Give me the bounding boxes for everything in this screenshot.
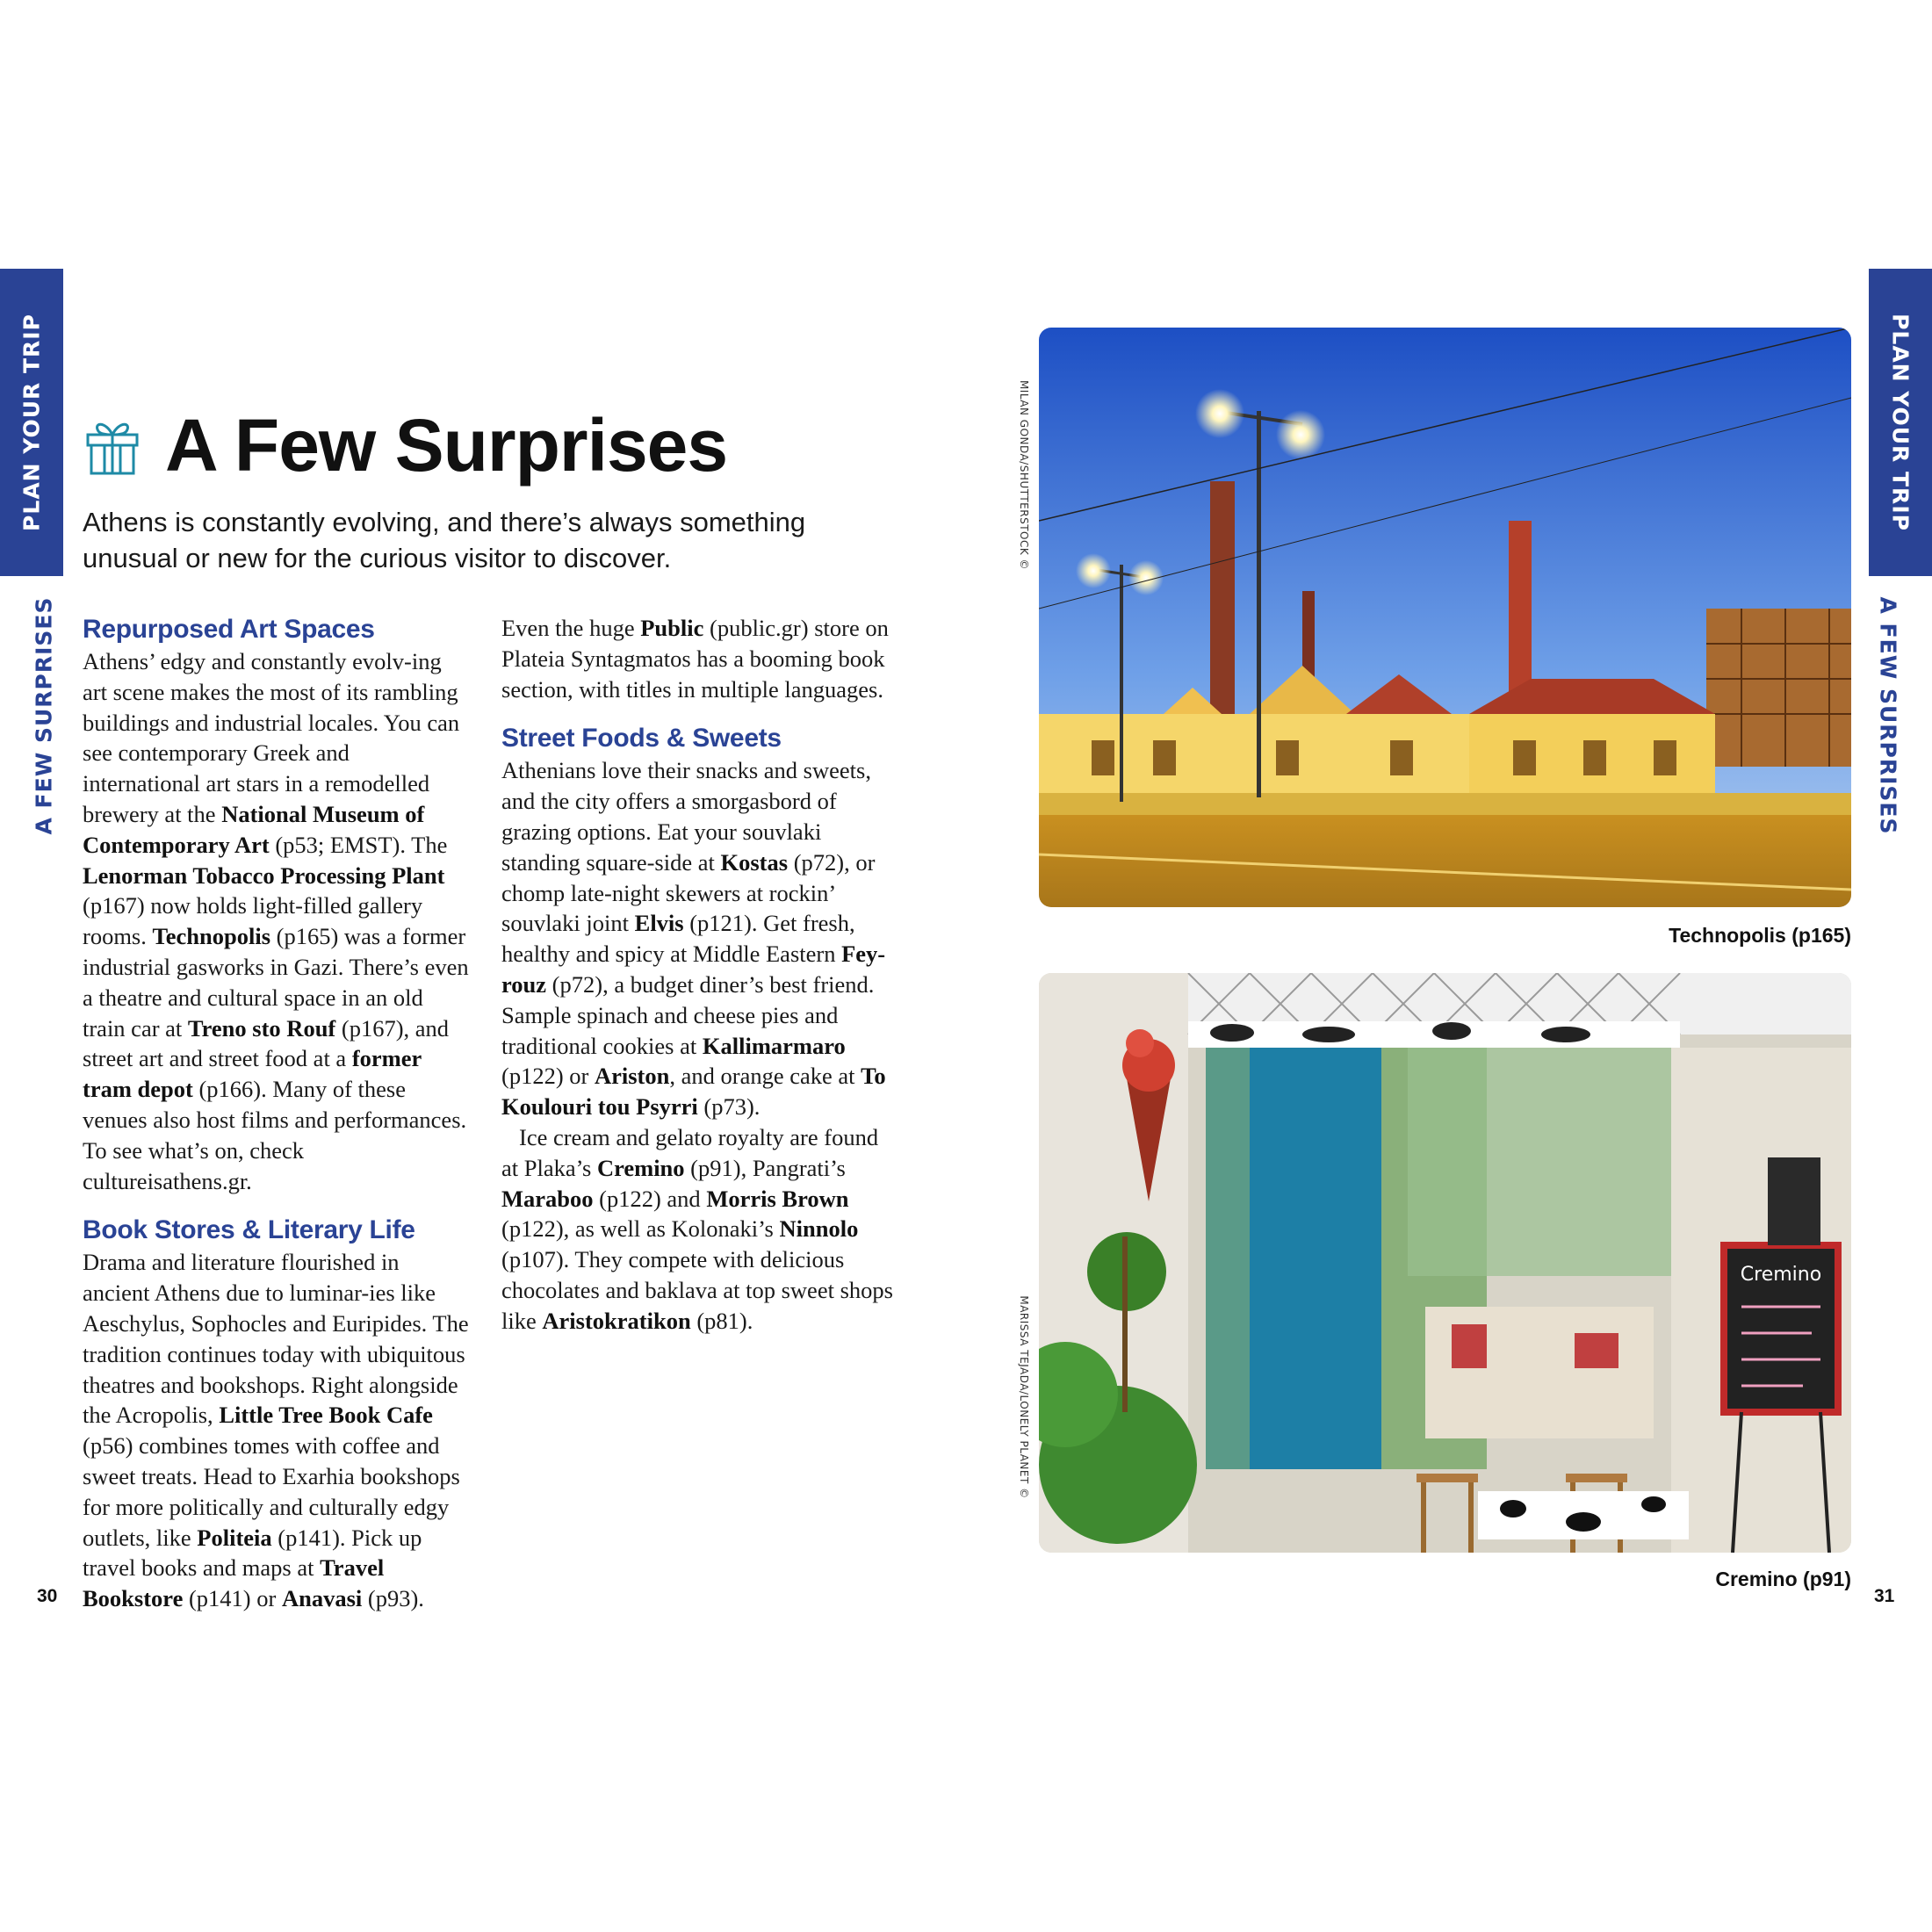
bold-term: Fey-rouz	[501, 941, 886, 998]
bold-term: Travel Bookstore	[83, 1554, 385, 1612]
photo-caption: Cremino (p91)	[1715, 1568, 1851, 1590]
bold-term: Kostas	[720, 848, 789, 876]
bold-term: Elvis	[634, 910, 684, 937]
section-paragraph: Even the huge Public (public.gr) store on Plateia Syntagmatos has a booming book section, with titles in multiple languages.	[501, 615, 889, 703]
bold-term: Morris Brown	[706, 1185, 849, 1212]
bold-term: Ariston	[594, 1063, 670, 1090]
photo-credit: MARISSA TEJADA/LONELY PLANET ©	[1018, 1295, 1030, 1499]
page-number-right: 31	[1874, 1586, 1895, 1606]
chalkboard-sign: Cremino	[1740, 1264, 1822, 1286]
section-label-right: A FEW SURPRISES	[1875, 596, 1901, 835]
bold-term: Ninnolo	[779, 1215, 859, 1243]
bold-term: Politeia	[197, 1524, 272, 1551]
section-label-left: A FEW SURPRISES	[31, 596, 57, 835]
photo-technopolis	[1039, 328, 1851, 907]
bold-term: Public	[640, 615, 704, 641]
photo-caption: Technopolis (p165)	[1669, 924, 1851, 947]
page-title: A Few Surprises	[165, 404, 728, 487]
gift-icon	[81, 414, 144, 477]
bold-term: Treno sto Rouf	[187, 1014, 336, 1042]
bold-term: Maraboo	[501, 1185, 594, 1212]
text-column-2	[501, 613, 897, 1337]
bold-term: Technopolis	[152, 923, 271, 950]
bold-term: National Museum of Contemporary Art	[83, 800, 425, 858]
intro-text: Athens is constantly evolving, and there’s always something unusual or new for the curious visitor to discover.	[83, 507, 806, 573]
photo-credit: MILAN GONDA/SHUTTERSTOCK ©	[1018, 379, 1030, 571]
title-row	[81, 404, 728, 487]
bold-term: Cremino	[596, 1154, 685, 1181]
bold-term: Anavasi	[281, 1585, 363, 1612]
section-heading: Street Foods & Sweets	[501, 724, 782, 753]
bold-term: Kallimarmaro	[702, 1032, 846, 1059]
bold-term: Aristokratikon	[542, 1307, 691, 1334]
section-paragraph: Athenians love their snacks and sweets, and the city offers a smorgasbord of grazing options. Eat your souvlaki standing square-side at Kostas (p72), or chomp late-night skewers at rockin’ souvlaki joint Elvis (p121). Get fresh, healthy and spicy at Middle Eastern Fey-rouz (p72), a budget diner’s best friend. Sample spinach and cheese pies and traditional cookies at Kallimarmaro (p122) or Ariston, and orange cake at To Koulouri tou Psyrri (p73).	[501, 757, 886, 1121]
bold-term: former tram depot	[83, 1045, 422, 1103]
bold-term: Lenorman Tobacco Processing Plant	[83, 861, 445, 889]
section-paragraph: Drama and literature flourished in ancient Athens due to luminar-ies like Aeschylus, Sophocles and Euripides. The tradition continues today with ubiquitous theatres and bookshops. Right alongside the Acropolis, Little Tree Book Cafe (p56) combines tomes with coffee and sweet treats. Head to Exarhia bookshops for more politically and culturally edgy outlets, like Politeia (p141). Pick up travel books and maps at Travel Bookstore (p141) or Anavasi (p93).	[83, 1249, 469, 1612]
text-column-1	[83, 613, 469, 1614]
bold-term: Little Tree Book Cafe	[219, 1402, 433, 1429]
bold-term: To Koulouri tou Psyrri	[501, 1063, 886, 1121]
side-tab-left-label: PLAN YOUR TRIP	[18, 314, 45, 531]
side-tab-left	[0, 269, 63, 576]
side-tab-right-label: PLAN YOUR TRIP	[1887, 314, 1914, 531]
section-paragraph: Ice cream and gelato royalty are found at Plaka’s Cremino (p91), Pangrati’s Maraboo (p122) and Morris Brown (p122), as well as Kolonaki’s Ninnolo (p107). They compete with delicious chocolates and baklava at top sweet shops like Aristokratikon (p81).	[501, 1123, 893, 1334]
side-tab-right	[1869, 269, 1932, 576]
section-heading: Repurposed Art Spaces	[83, 615, 375, 644]
photo-cremino	[1039, 973, 1851, 1553]
page-number-left: 30	[37, 1586, 58, 1606]
section-heading: Book Stores & Literary Life	[83, 1215, 415, 1245]
section-paragraph: Athens’ edgy and constantly evolv-ing art scene makes the most of its rambling buildings and industrial locales. You can see contemporary Greek and international art stars in a remodelled brewery at the National Museum of Contemporary Art (p53; EMST). The Lenorman Tobacco Processing Plant (p167) now holds light-filled gallery rooms. Technopolis (p165) was a former industrial gasworks in Gazi. There’s even a theatre and cultural space in an old train car at Treno sto Rouf (p167), and street art and street food at a former tram depot (p166). Many of these venues also host films and performances. To see what’s on, check cultureisathens.gr.	[83, 648, 469, 1194]
